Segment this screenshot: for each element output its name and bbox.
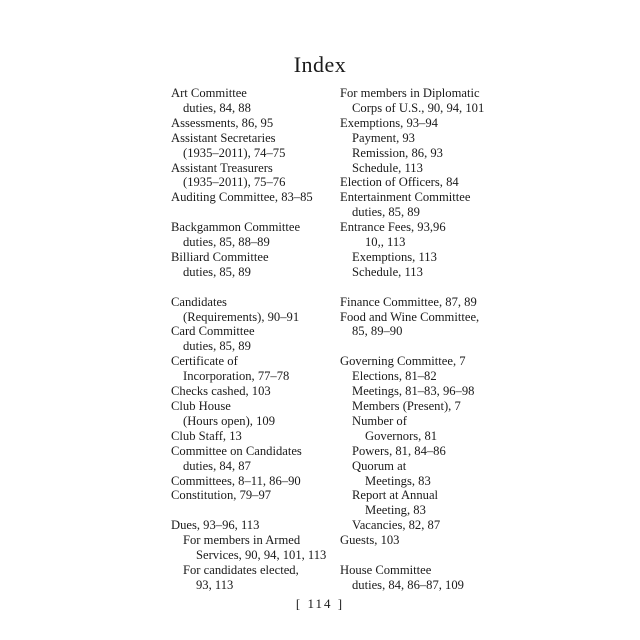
index-entry: Billiard Committee [171,249,269,264]
page-title: Index [293,52,347,77]
index-entry: For members in Diplomatic [340,86,480,100]
index-entry: Assistant Secretaries [171,130,276,145]
page-number: [ 114 ] [295,596,345,611]
index-entry: Constitution, 79–97 [171,488,272,503]
index-entry: Entrance Fees, 93,96 [340,220,446,235]
index-subentry: Elections, 81–82 [352,369,437,384]
index-subentry: (1935–2011), 75–76 [183,175,286,190]
index-subentry: 93, 113 [196,577,234,592]
index-entry: Auditing Committee, 83–85 [171,190,313,205]
index-subentry: For members in Armed [183,533,301,548]
index-subentry: For candidates elected, [183,562,299,577]
index-subentry: duties, 85, 89 [183,264,251,279]
index-subentry: Schedule, 113 [352,264,423,279]
index-entry: Candidates [171,294,227,309]
index-entry: Election of Officers, 84 [340,175,459,190]
entry-gap [171,280,331,295]
index-subentry: Meetings, 83 [365,473,431,488]
index-subentry: duties, 84, 87 [183,458,251,473]
index-subentry: (Hours open), 109 [183,413,275,428]
index-subentry: Corps of U.S., 90, 94, 101 [352,100,485,115]
index-entry: Checks cashed, 103 [171,384,271,399]
index-entry: Card Committee [171,324,255,339]
index-subentry: Services, 90, 94, 101, 113 [196,548,327,563]
index-subentry: 10,, 113 [365,235,406,250]
index-entry: Guests, 103 [340,533,400,548]
index-column-right [340,86,515,593]
index-entry: Committees, 8–11, 86–90 [171,473,301,488]
index-subentry: Report at Annual [352,488,439,503]
index-subentry: Governors, 81 [365,428,438,443]
index-subentry: Powers, 81, 84–86 [352,443,446,458]
index-subentry: Quorum at [352,458,407,473]
index-subentry: Schedule, 113 [352,160,423,175]
index-entry: Finance Committee, 87, 89 [340,294,477,309]
index-entry: Entertainment Committee [340,190,471,205]
entry-gap [340,339,515,354]
index-subentry: (1935–2011), 74–75 [183,145,286,160]
index-entry: Assistant Treasurers [171,160,273,175]
index-entry: Food and Wine Committee, [340,309,480,324]
index-entry: Certificate of [171,354,238,369]
entry-gap [171,205,331,220]
index-entry: Governing Committee, 7 [340,354,466,369]
index-subentry: Remission, 86, 93 [352,145,443,160]
index-subentry: Exemptions, 113 [352,249,437,264]
entry-gap [340,548,515,563]
index-entry: Dues, 93–96, 113 [171,518,260,533]
index-entry: Committee on Candidates [171,443,302,458]
index-entry: Assessments, 86, 95 [171,115,274,130]
index-subentry: Meeting, 83 [365,503,426,518]
index-subentry: Number of [352,413,407,428]
index-subentry: Members (Present), 7 [352,399,461,413]
index-column-left [171,86,331,593]
index-subentry: 85, 89–90 [352,324,403,339]
index-subentry: duties, 85, 89 [352,205,420,220]
entry-gap [340,280,515,295]
index-subentry: duties, 84, 86–87, 109 [352,577,464,592]
index-entry: Backgammon Committee [171,220,301,235]
index-entry: Club Staff, 13 [171,428,242,443]
index-subentry: (Requirements), 90–91 [183,309,300,324]
index-subentry: Meetings, 81–83, 96–98 [352,384,475,399]
index-entry: House Committee [340,562,432,577]
index-subentry: duties, 84, 88 [183,100,251,115]
index-entry: Exemptions, 93–94 [340,115,438,130]
index-subentry: duties, 85, 88–89 [183,235,270,250]
entry-gap [171,503,331,518]
index-subentry: Payment, 93 [352,130,415,145]
index-subentry: Vacancies, 82, 87 [352,518,441,533]
index-entry: Art Committee [171,86,247,100]
index-subentry: Incorporation, 77–78 [183,369,290,384]
index-subentry: duties, 85, 89 [183,339,251,354]
index-entry: Club House [171,399,231,413]
